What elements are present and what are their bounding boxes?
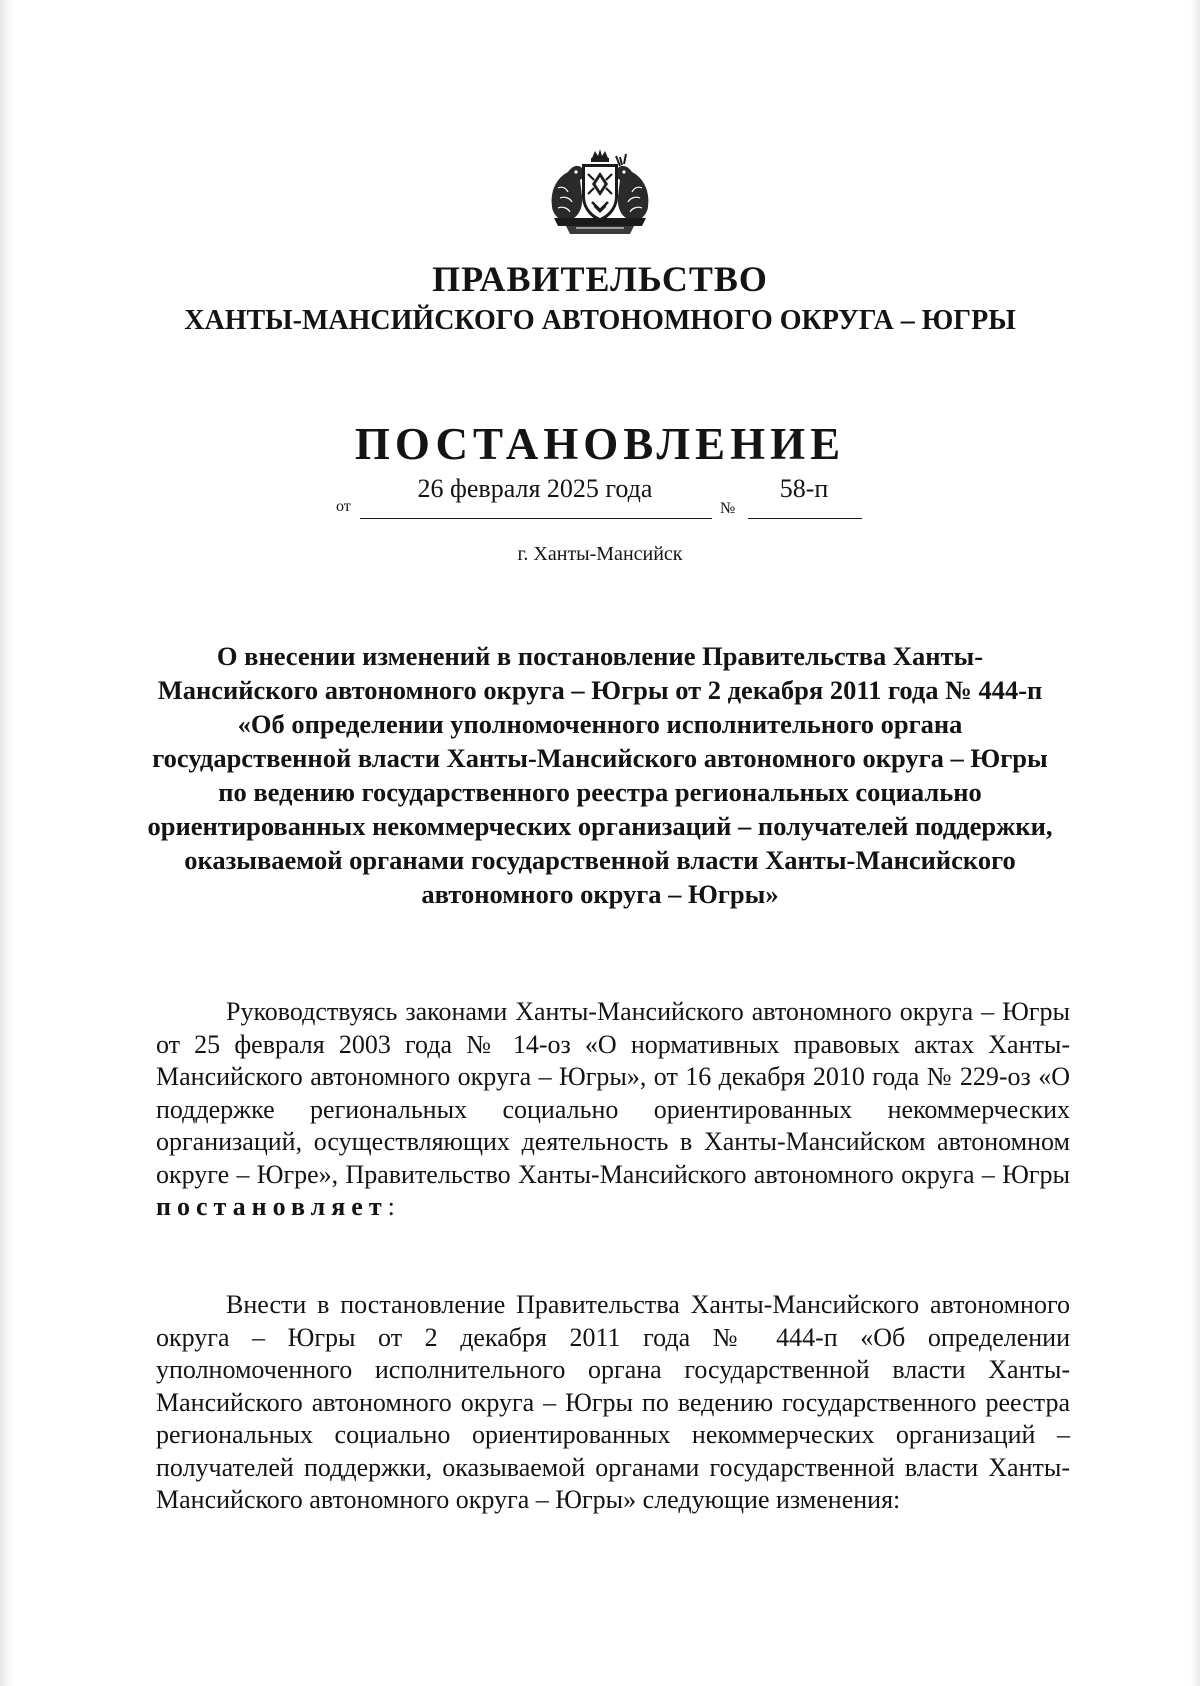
- preamble-text: Руководствуясь законами Ханты-Мансийского автономного округа – Югры от 25 февраля 2003 года № 14-оз «О нормативных правовых актах Ханты-Мансийского автономного округа – Югры», от 16 декабря 2010 года № 229-оз «О поддержке региональных социально ориентированных некоммерческих организаций, осуществляющих деятельность в Ханты-Мансийском автономном округе – Югре», Правительство Ханты-Мансийского автономного округа – Югры: [156, 997, 1070, 1189]
- date-number-row: [0, 0, 1200, 540]
- preamble-paragraph: [156, 996, 1070, 1224]
- document-number: 58-п: [779, 474, 829, 503]
- date-label: от: [336, 498, 351, 515]
- number-label: №: [720, 500, 736, 517]
- city: г. Ханты-Мансийск: [517, 543, 683, 565]
- date-underline: [360, 518, 712, 519]
- document-subject: О внесении изменений в постановление Правительства Ханты-Мансийского автономного округа – Югры от 2 декабря 2011 года № 444-п «Об определении уполномоченного исполнительного органа государственной власти Ханты-Мансийского автономного округа – Югры по ведению государственного реестра региональных социально ориентированных некоммерческих организаций – получателей поддержки, оказываемой органами государственной власти Ханты-Мансийского автономного округа – Югры»: [147, 641, 1053, 909]
- resolves-punct: :: [387, 1192, 395, 1221]
- resolves-word: постановляет: [156, 1192, 388, 1221]
- region-title: ХАНТЫ-МАНСИЙСКОГО АВТОНОМНОГО ОКРУГА – ЮГРЫ: [184, 305, 1016, 336]
- document-type: ПОСТАНОВЛЕНИЕ: [354, 419, 846, 469]
- amendment-paragraph: Внести в постановление Правительства Ханты-Мансийского автономного округа – Югры от 2 декабря 2011 года № 444-п «Об определении уполномоченного исполнительного органа государственной власти Ханты-Мансийского автономного округа – Югры по ведению государственного реестра региональных социально ориентированных некоммерческих организаций – получателей поддержки, оказываемой органами государственной власти Ханты-Мансийского автономного округа – Югры» следующие изменения:: [156, 1290, 1070, 1514]
- government-title: ПРАВИТЕЛЬСТВО: [432, 259, 768, 299]
- number-underline: [748, 518, 862, 519]
- document-date: 26 февраля 2025 года: [417, 474, 653, 503]
